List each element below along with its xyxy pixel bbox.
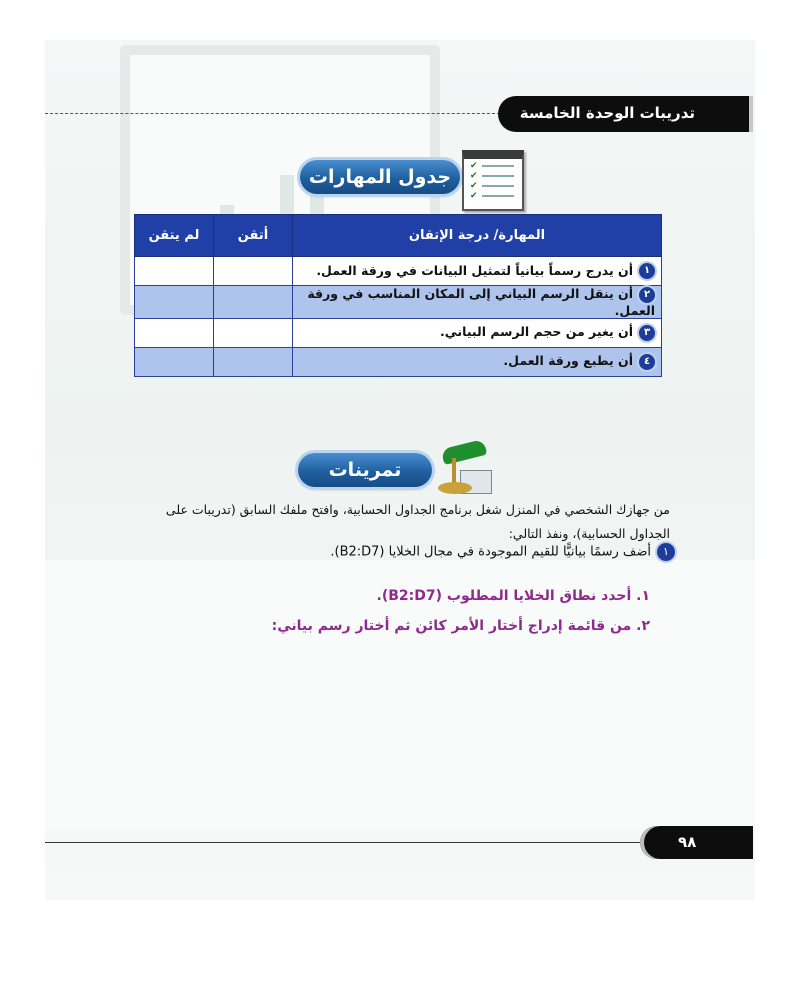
- mastered-cell[interactable]: [214, 347, 293, 376]
- skills-table-title: جدول المهارات: [300, 160, 460, 194]
- unit-header-tab: [498, 96, 753, 132]
- desk-lamp-icon: [432, 440, 492, 498]
- row-number-badge: ١: [639, 263, 655, 279]
- not-mastered-cell[interactable]: [135, 318, 214, 347]
- skill-text: أن يدرج رسماً بيانياً لتمثيل البيانات في ورقة العمل.: [316, 262, 633, 278]
- footer-rule: [45, 842, 645, 843]
- exercise-intro-text: من جهازك الشخصي في المنزل شغل برنامج الجداول الحسابية، وافتح ملفك السابق (تدريبات على الجداول الحسابية)، ونفذ التالي:: [165, 502, 670, 541]
- skill-cell: [293, 347, 662, 376]
- header-dashed-rule: [45, 113, 505, 114]
- page-number: ٩٨: [678, 833, 697, 851]
- not-mastered-cell[interactable]: [135, 257, 214, 286]
- skill-text: أن يغير من حجم الرسم البياني.: [440, 324, 633, 340]
- substep-2: ٢. من قائمة إدراج أختار الأمر كائن ثم أختار رسم بياني:: [271, 618, 650, 634]
- table-row: [135, 318, 662, 347]
- skills-table-header-row: [135, 215, 662, 257]
- row-number-badge: ٣: [639, 325, 655, 341]
- not-mastered-cell[interactable]: [135, 286, 214, 319]
- table-row: [135, 257, 662, 286]
- step-number-badge: ١: [657, 543, 675, 561]
- substep-1: ١. أحدد نطاق الخلايا المطلوب (B2:D7).: [376, 588, 650, 604]
- skill-cell: [293, 318, 662, 347]
- exercises-title: تمرينات: [298, 453, 432, 487]
- unit-title: تدريبات الوحدة الخامسة: [519, 104, 695, 122]
- skills-table: [134, 214, 662, 377]
- mastered-cell[interactable]: [214, 286, 293, 319]
- header-not-mastered: لم يتقن: [135, 215, 214, 257]
- skill-cell: [293, 286, 662, 319]
- skill-text: أن يطبع ورقة العمل.: [503, 353, 633, 369]
- table-row: [135, 286, 662, 319]
- table-row: [135, 347, 662, 376]
- checklist-icon: ✔ ✔ ✔ ✔: [462, 150, 524, 211]
- step-1-text: أضف رسمًا بيانيًّا للقيم الموجودة في مجال الخلايا (B2:D7).: [330, 544, 651, 560]
- skill-cell: [293, 257, 662, 286]
- skill-text: أن ينقل الرسم البياني إلى المكان المناسب في ورقة العمل.: [307, 286, 655, 318]
- row-number-badge: ٤: [639, 354, 655, 370]
- mastered-cell[interactable]: [214, 318, 293, 347]
- row-number-badge: ٢: [639, 287, 655, 303]
- page-number-tab: [640, 826, 753, 859]
- not-mastered-cell[interactable]: [135, 347, 214, 376]
- header-mastered: أتقن: [214, 215, 293, 257]
- exercise-step-1: [300, 543, 675, 561]
- mastered-cell[interactable]: [214, 257, 293, 286]
- header-skill: المهارة/ درجة الإتقان: [293, 215, 662, 257]
